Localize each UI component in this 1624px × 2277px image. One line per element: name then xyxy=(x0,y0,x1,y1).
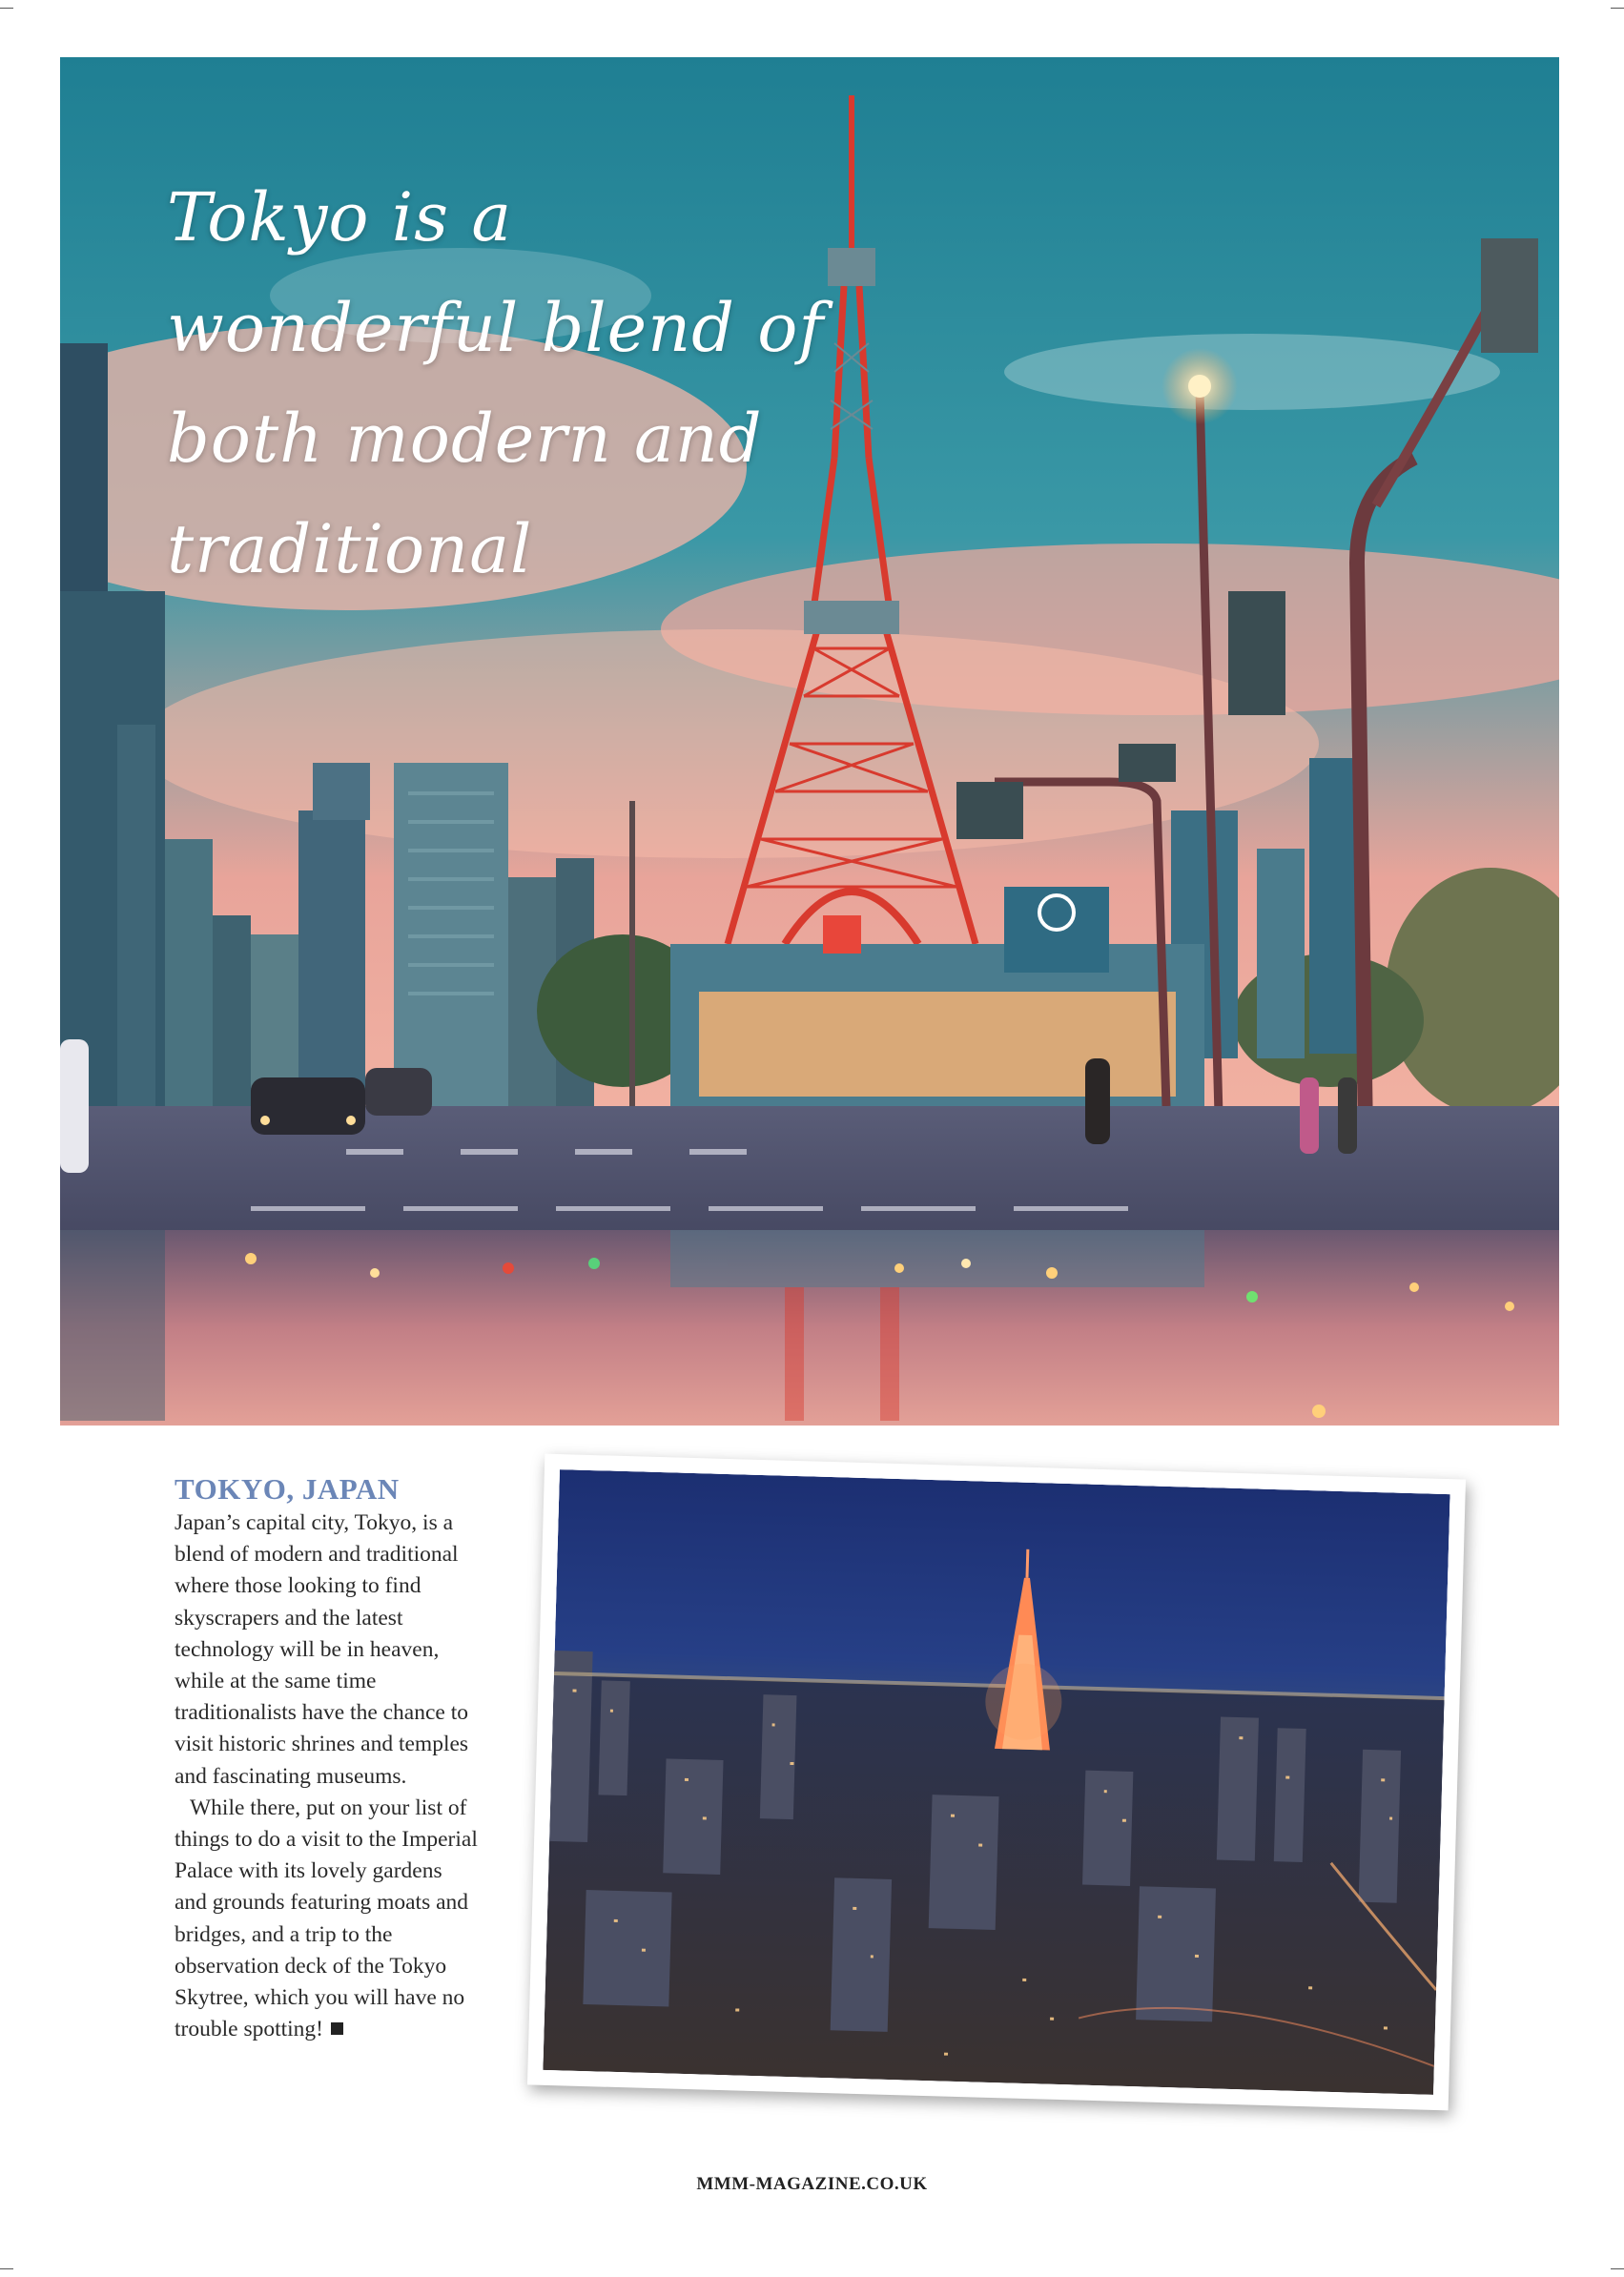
hero-photo-tokyo-tower xyxy=(60,57,1559,1426)
hero-quote: Tokyo is a wonderful blend of both modern and traditional xyxy=(167,178,825,588)
night-skyline-photo-frame xyxy=(527,1454,1466,2111)
night-skyline-illustration xyxy=(543,1469,1449,2095)
article-headline: TOKYO, JAPAN xyxy=(175,1472,400,1506)
crop-mark xyxy=(1611,8,1624,9)
crop-mark xyxy=(0,2268,13,2269)
article-column xyxy=(175,1471,480,2045)
footer-website: MMM-MAGAZINE.CO.UK xyxy=(696,2174,928,2194)
article-paragraph: Japan’s capital city, Tokyo, is a blend of modern and traditional where those looking to find skyscrapers and the latest technology will be in heaven, while at the same time traditionalists have the chance to visit historic shrines and temples and fascinating museums. xyxy=(175,1510,469,1789)
end-of-article-icon xyxy=(331,2022,343,2035)
crop-mark xyxy=(0,8,13,9)
night-skyline-photo xyxy=(543,1469,1449,2095)
crop-mark xyxy=(1611,2268,1624,2269)
article-paragraph-text: While there, put on your list of things to do a visit to the Imperial Palace with its lovely gardens and grounds featuring moats and bridges, and a trip to the observation deck of the Tokyo Skytree, which you will have no trouble spotting! xyxy=(175,1795,478,2042)
article-paragraph xyxy=(175,1793,480,2046)
